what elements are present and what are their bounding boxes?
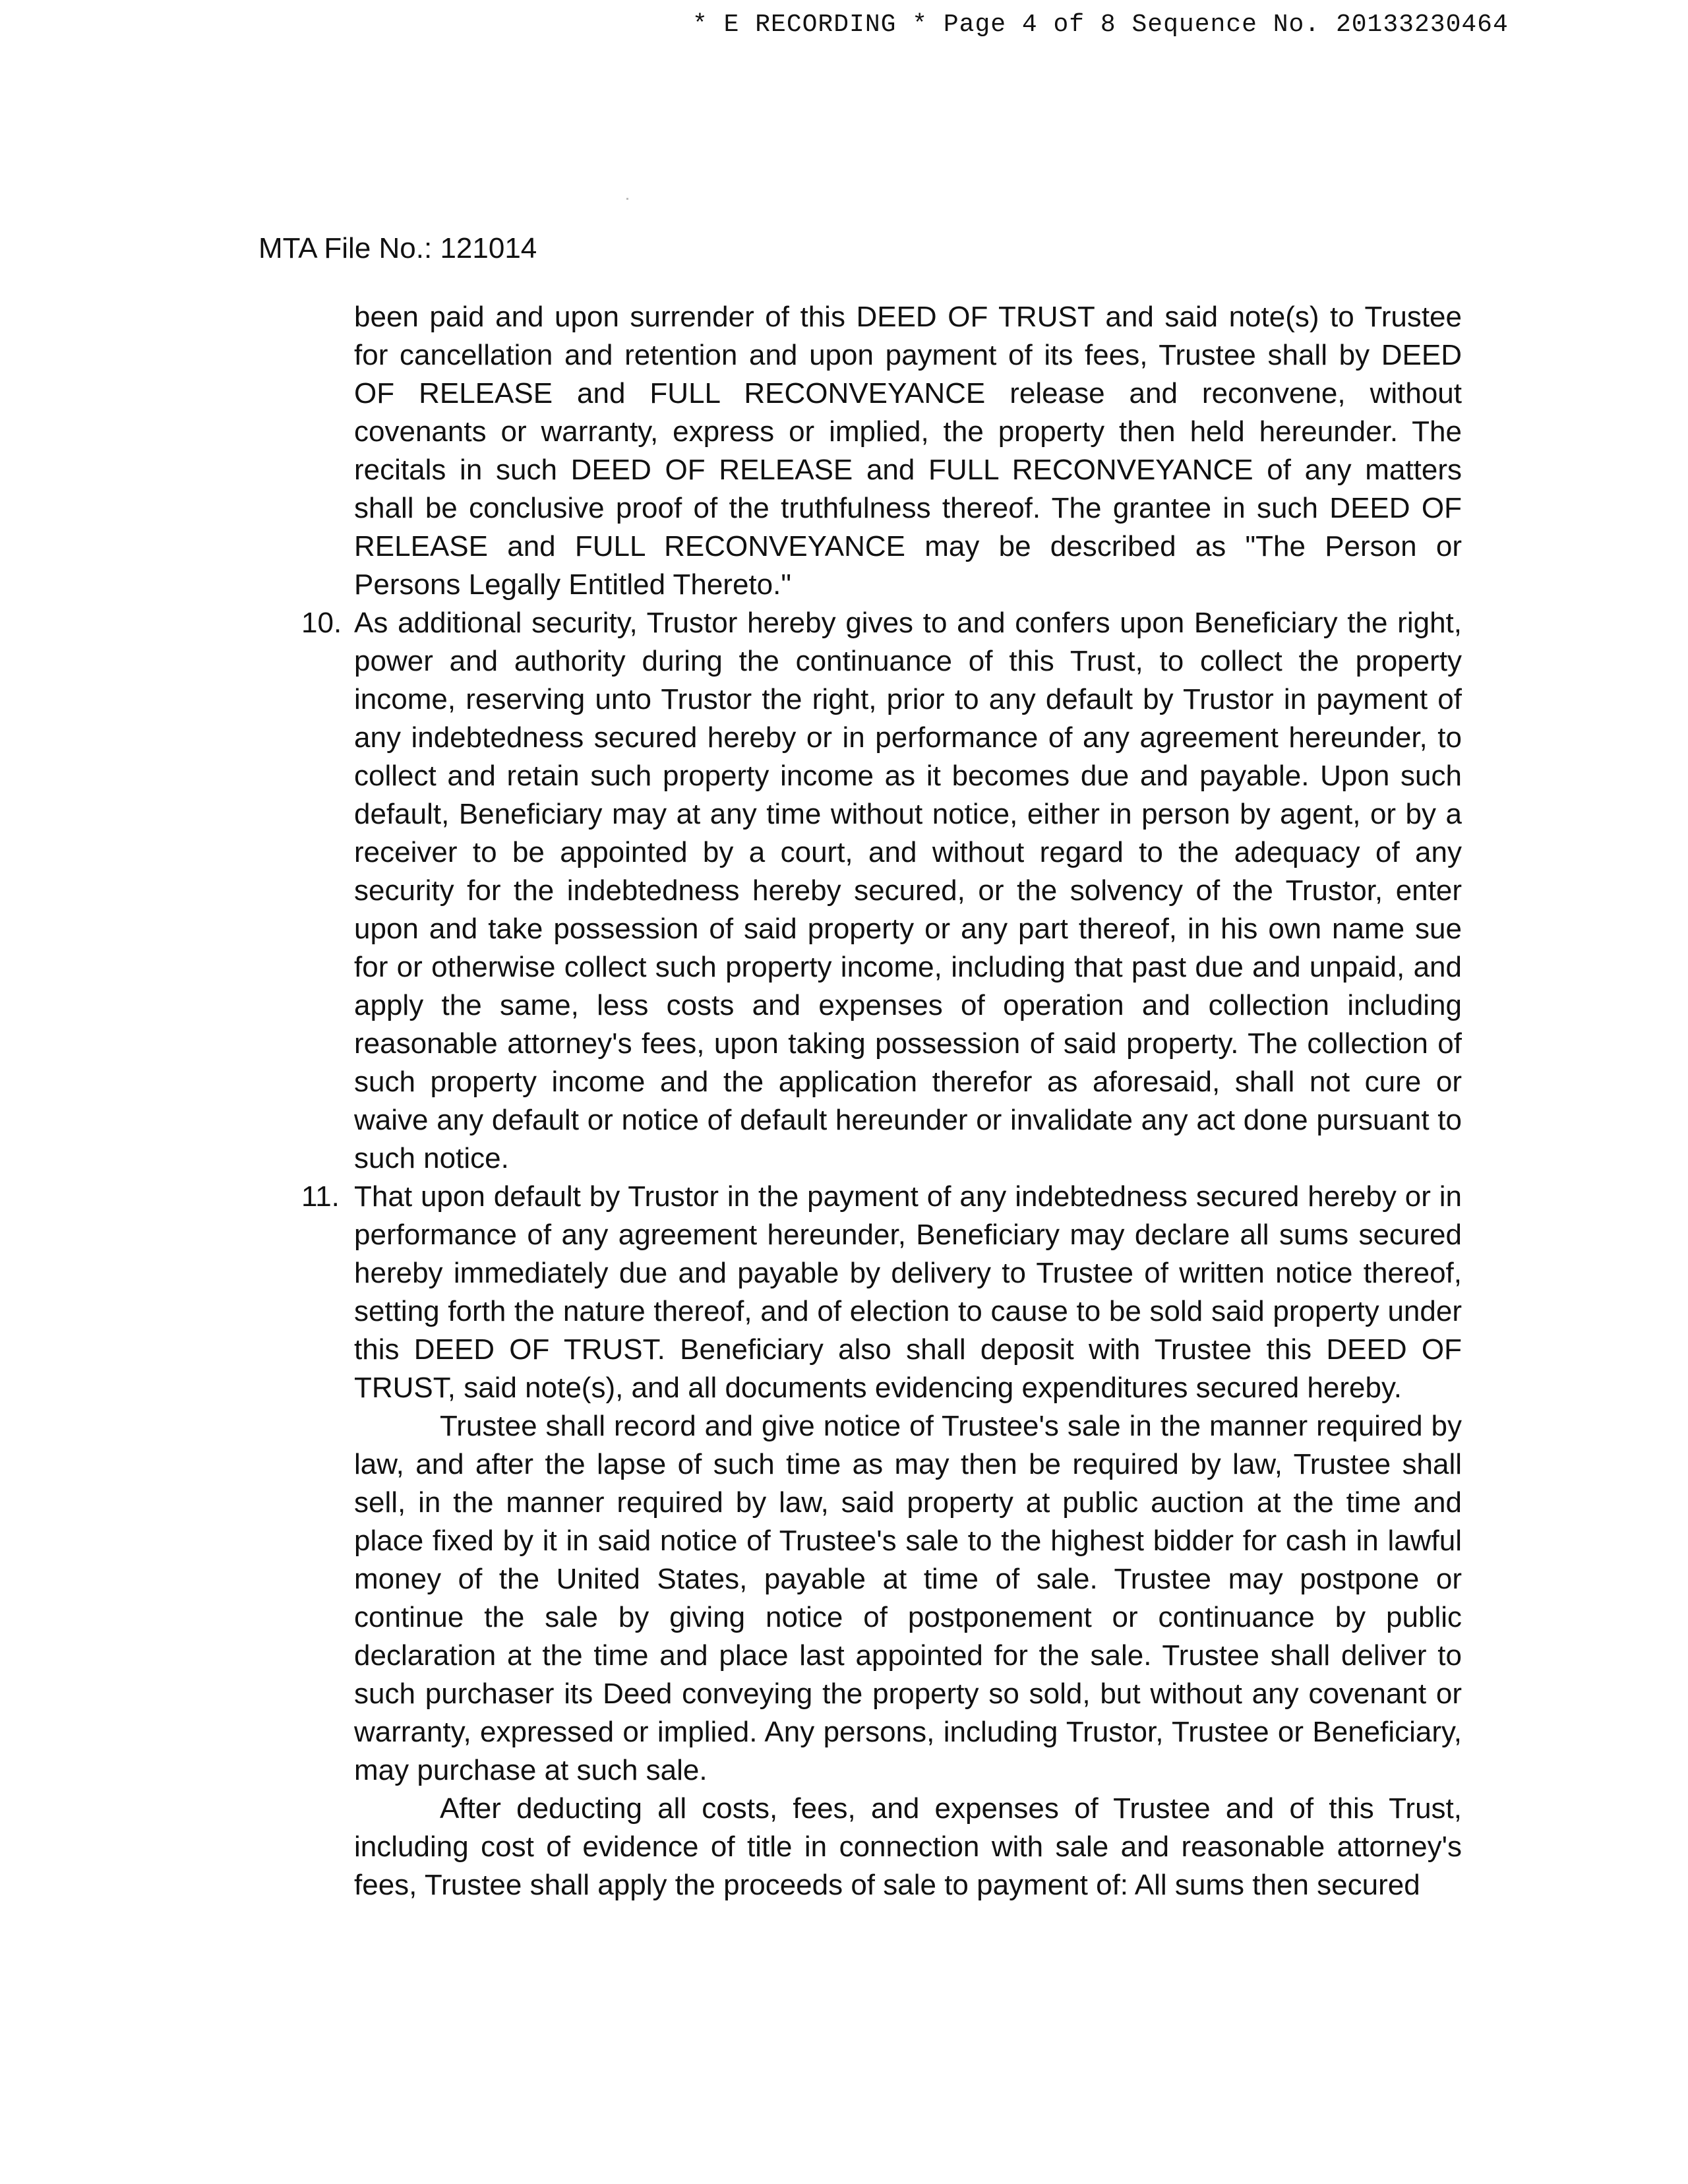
- paragraph-11-number: 11.: [301, 1180, 340, 1213]
- document-body: [301, 298, 1462, 1904]
- paragraph-trustee-sale: Trustee shall record and give notice of Trustee's sale in the manner required by law, and after the lapse of such time as may then be required by law, Trustee shall sell, in the manner required by law, said property at public auction at the time and place fixed by it in said notice of Trustee's sale to the highest bidder for cash in lawful money of the United States, payable at time of sale. Trustee may postpone or continue the sale by giving notice of postponement or continuance by public declaration at the time and place last appointed for the sale. Trustee shall deliver to such purchaser its Deed conveying the property so sold, but without any covenant or warranty, expressed or implied. Any persons, including Trustor, Trustee or Beneficiary, may purchase at such sale.: [354, 1410, 1462, 1786]
- file-number: MTA File No.: 121014: [258, 232, 537, 264]
- paragraph-11-text: That upon default by Trustor in the payment of any indebtedness secured hereby or in performance of any agreement hereunder, Beneficiary may declare all sums secured hereby immediately due and payable by delivery to Trustee of written notice thereof, setting forth the nature thereof, and of election to cause to be sold said property under this DEED OF TRUST. Beneficiary also shall deposit with Trustee this DEED OF TRUST, said note(s), and all documents evidencing expenditures secured hereby.: [354, 1180, 1462, 1404]
- paragraph-10-number: 10.: [301, 607, 342, 639]
- paragraph-10-text: As additional security, Trustor hereby gives to and confers upon Beneficiary the right, power and authority during the continuance of this Trust, to collect the property income, reserving unto Trustor the right, prior to any default by Trustor in payment of any indebtedness secured hereby or in performance of any agreement hereunder, to collect and retain such property income as it becomes due and payable. Upon such default, Beneficiary may at any time without notice, either in person by agent, or by a receiver to be appointed by a court, and without regard to the adequacy of any security for the indebtedness hereby secured, or the solvency of the Trustor, enter upon and take possession of said property or any part thereof, in his own name sue for or otherwise collect such property income, including that past due and unpaid, and apply the same, less costs and expenses of operation and collection including reasonable attorney's fees, upon taking possession of said property. The collection of such property income and the application therefor as aforesaid, shall not cure or waive any default or notice of default hereunder or invalidate any act done pursuant to such notice.: [354, 607, 1462, 1174]
- scan-speck: [626, 198, 628, 200]
- paragraph-10: [301, 604, 1462, 1178]
- recording-stamp: * E RECORDING * Page 4 of 8 Sequence No. 20133230464: [692, 11, 1509, 39]
- paragraph-proceeds: After deducting all costs, fees, and expenses of Trustee and of this Trust, including cost of evidence of title in connection with sale and reasonable attorney's fees, Trustee shall apply the proceeds of sale to payment of: All sums then secured: [354, 1792, 1462, 1901]
- paragraph-11: [301, 1178, 1462, 1407]
- paragraph-continuation: been paid and upon surrender of this DEED OF TRUST and said note(s) to Trustee for cancellation and retention and upon payment of its fees, Trustee shall by DEED OF RELEASE and FULL RECONVEYANCE release and reconvene, without covenants or warranty, express or implied, the property then held hereunder. The recitals in such DEED OF RELEASE and FULL RECONVEYANCE of any matters shall be conclusive proof of the truthfulness thereof. The grantee in such DEED OF RELEASE and FULL RECONVEYANCE may be described as "The Person or Persons Legally Entitled Thereto.": [354, 301, 1462, 601]
